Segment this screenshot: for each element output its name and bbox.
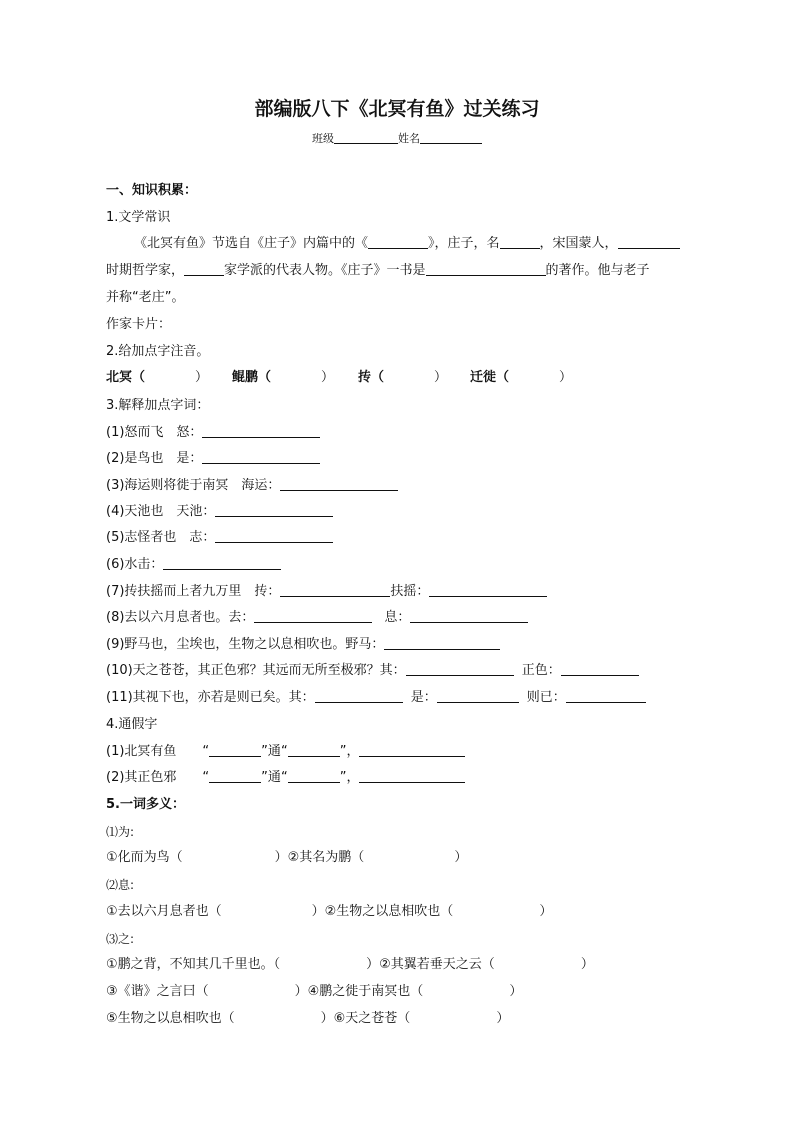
name-blank[interactable] [420,129,482,144]
q1-heading: 1.文学常识 [106,210,171,225]
q5-row-5: ⑤生物之以息相吹也（ ）⑥天之苍苍（ ） [106,1011,510,1026]
answer-blank[interactable] [209,768,261,783]
answer-blank[interactable] [410,608,528,623]
q1-text: ，宋国蒙人， [539,236,618,251]
q4-heading: 4.通假字 [106,717,158,732]
q1-blank-5[interactable] [426,261,546,276]
answer-blank[interactable] [280,476,398,491]
q4-row-2: (2)其正色邪 “ ”通“ ”， [106,768,465,788]
q2-item-4[interactable]: 迁徙（ ） [470,370,573,385]
q1-text: 家学派的代表人物。《庄子》一书是 [224,263,426,278]
q5-row-1: ①化而为鸟（ ）②其名为鹏（ ） [106,850,468,865]
q1-text: 时期哲学家， [106,263,185,278]
q5-heading: 5.一词多义： [106,797,185,812]
q3-item-2: (2)是鸟也 是： [106,449,320,469]
q1-blank-1[interactable] [368,234,428,249]
q2-item-3[interactable]: 抟（ ） [358,370,448,385]
answer-blank[interactable] [437,688,519,703]
answer-blank[interactable] [566,688,646,703]
answer-blank[interactable] [254,608,372,623]
q3-item-8: (8)去以六月息者也。去： 息： [106,608,528,628]
q1-text: 》，庄子，名 [428,236,500,251]
q2-heading: 2.给加点字注音。 [106,344,210,359]
answer-blank[interactable] [561,661,639,676]
q3-item-1: (1)怒而飞 怒： [106,423,320,443]
author-card-label: 作家卡片： [106,317,172,332]
q3-item-11: (11)其视下也，亦若是则已矣。其： 是： 则已： [106,688,646,708]
q5-sub-2: ⑵息: [106,878,135,892]
q1-line3: 并称“老庄”。 [106,290,185,305]
q1-blank-3[interactable] [618,234,680,249]
q3-item-9: (9)野马也，尘埃也，生物之以息相吹也。野马： [106,635,500,655]
q5-sub-1: ⑴为: [106,825,135,839]
q1-blank-2[interactable] [500,234,540,249]
q3-item-7: (7)抟扶摇而上者九万里 抟： 扶摇： [106,582,547,602]
q2-item-2[interactable]: 鲲鹏（ ） [232,370,335,385]
answer-blank[interactable] [215,502,333,517]
q1-text: 的著作。他与老子 [545,263,650,278]
q1-blank-4[interactable] [184,261,224,276]
answer-blank[interactable] [209,742,261,757]
answer-blank[interactable] [359,768,465,783]
q3-item-3: (3)海运则将徙于南冥 海运： [106,476,398,496]
answer-blank[interactable] [406,661,514,676]
q2-item-1[interactable]: 北冥（ ） [106,370,209,385]
name-label: 姓名 [398,132,420,145]
q3-item-10: (10)天之苍苍，其正色邪？其远而无所至极邪？其： 正色： [106,661,639,681]
answer-blank[interactable] [163,555,281,570]
q5-row-2: ①去以六月息者也（ ）②生物之以息相吹也（ ） [106,904,553,919]
q5-row-4: ③《谐》之言曰（ ）④鹏之徙于南冥也（ ） [106,984,523,999]
page-title: 部编版八下《北冥有鱼》过关练习 [254,98,540,120]
q5-sub-3: ⑶之: [106,932,135,946]
answer-blank[interactable] [202,449,320,464]
q1-line2 [106,261,650,281]
q3-heading: 3.解释加点字词： [106,398,210,413]
answer-blank[interactable] [384,635,500,650]
answer-blank[interactable] [280,582,390,597]
answer-blank[interactable] [315,688,403,703]
q3-item-6: (6)水击： [106,555,281,575]
class-label: 班级 [312,132,334,145]
answer-blank[interactable] [215,528,333,543]
q1-line1 [134,234,680,254]
q3-item-4: (4)天池也 天池： [106,502,333,522]
q5-row-3: ①鹏之背，不知其几千里也。（ ）②其翼若垂天之云（ ） [106,957,594,972]
answer-blank[interactable] [288,742,340,757]
q4-row-1: (1)北冥有鱼 “ ”通“ ”， [106,742,465,762]
section-knowledge: 一、知识积累： [106,183,198,198]
answer-blank[interactable] [359,742,465,757]
class-blank[interactable] [334,129,398,144]
answer-blank[interactable] [429,582,547,597]
answer-blank[interactable] [288,768,340,783]
answer-blank[interactable] [202,423,320,438]
q3-item-5: (5)志怪者也 志： [106,528,333,548]
class-name-line [0,129,794,146]
q1-text: 《北冥有鱼》节选自《庄子》内篇中的《 [134,236,369,251]
